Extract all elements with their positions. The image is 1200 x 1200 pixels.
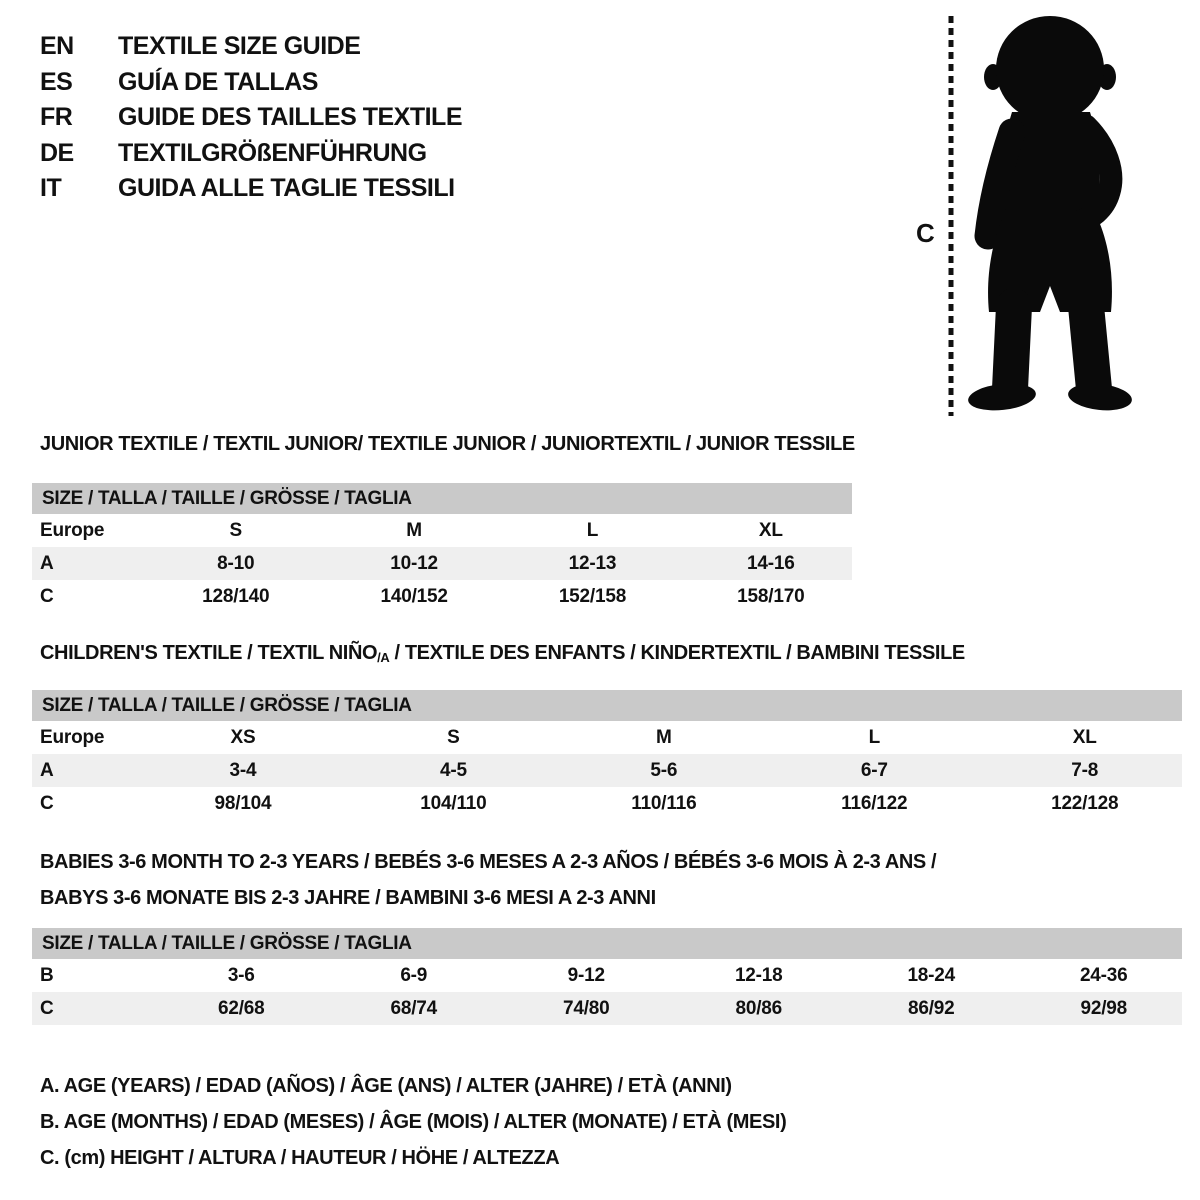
guide-title: GUIDA ALLE TAGLIE TESSILI (118, 174, 455, 202)
header-cell: XL (1072, 727, 1097, 748)
babies-size-table (32, 928, 1182, 1025)
cell: 98/104 (214, 793, 272, 814)
cell: 140/152 (380, 586, 448, 607)
language-title-block (40, 29, 462, 207)
cell: 116/122 (841, 793, 908, 814)
lang-row-de (40, 136, 462, 172)
row-label-cell: A (40, 760, 54, 781)
cell: 68/74 (390, 998, 438, 1019)
lang-code: EN (40, 32, 74, 60)
height-measure-dashed-line (948, 16, 954, 416)
cell: 74/80 (562, 998, 610, 1019)
legend-line-c: C. (cm) HEIGHT / ALTURA / HAUTEUR / HÖHE / ALTEZZA (40, 1147, 560, 1169)
row-label-cell: B (40, 965, 54, 986)
header-cell: L (586, 520, 599, 541)
header-cell: M (656, 727, 672, 748)
legend-block (40, 1068, 786, 1176)
babies-title-line1: BABIES 3-6 MONTH TO 2-3 YEARS / BEBÉS 3-6 MESES A 2-3 AÑOS / BÉBÉS 3-6 MOIS À 2-3 ANS / (40, 851, 937, 873)
children-section-title (40, 642, 965, 665)
cell: 24-36 (1079, 965, 1128, 986)
guide-title: GUÍA DE TALLAS (118, 67, 318, 96)
cell: 12-18 (734, 965, 783, 986)
cell: 62/68 (217, 998, 265, 1019)
cell: 128/140 (202, 586, 270, 607)
table-row-height (32, 992, 1182, 1025)
lang-row-it (40, 171, 462, 207)
children-title-post: / TEXTILE DES ENFANTS / KINDERTEXTIL / BAMBINI TESSILE (389, 642, 965, 664)
lang-code: FR (40, 103, 73, 131)
cell: 3-6 (227, 965, 255, 986)
table-row-age (32, 547, 852, 580)
cell: 7-8 (1071, 760, 1099, 781)
guide-title: TEXTILGRÖßENFÜHRUNG (118, 138, 427, 167)
lang-row-fr (40, 100, 462, 136)
cell: 9-12 (567, 965, 605, 986)
junior-size-table (32, 483, 852, 613)
table-row-height (32, 787, 1182, 820)
table-row-age (32, 754, 1182, 787)
row-label-cell: C (40, 586, 54, 607)
cell: 3-4 (229, 760, 257, 781)
lang-code: ES (40, 67, 73, 96)
header-cell: M (406, 520, 422, 541)
cell: 122/128 (1051, 793, 1119, 814)
table-row-months (32, 959, 1182, 992)
table-row-height (32, 580, 852, 613)
header-cell: L (868, 727, 880, 748)
table-header-row (32, 721, 1182, 754)
legend-line-a: A. AGE (YEARS) / EDAD (AÑOS) / ÂGE (ANS) / ALTER (JAHRE) / ETÀ (ANNI) (40, 1075, 732, 1097)
toddler-silhouette-icon (962, 14, 1142, 419)
header-cell: Europe (40, 520, 105, 541)
lang-row-es (40, 65, 462, 101)
cell: 92/98 (1080, 998, 1128, 1019)
children-size-table (32, 690, 1182, 820)
header-cell: Europe (40, 727, 105, 748)
row-label-cell: C (40, 998, 54, 1019)
header-cell: XL (758, 520, 783, 541)
cell: 14-16 (746, 553, 795, 574)
guide-title: TEXTILE SIZE GUIDE (118, 32, 361, 60)
cell: 110/116 (631, 793, 697, 814)
junior-section-title: JUNIOR TEXTILE / TEXTIL JUNIOR/ TEXTILE JUNIOR / JUNIORTEXTIL / JUNIOR TESSILE (40, 433, 855, 455)
legend-line-b: B. AGE (MONTHS) / EDAD (MESES) / ÂGE (MOIS) / ALTER (MONATE) / ETÀ (MESI) (40, 1111, 787, 1133)
cell: 152/158 (558, 586, 627, 607)
size-header-bar: SIZE / TALLA / TAILLE / GRÖSSE / TAGLIA (32, 690, 1182, 721)
children-title-sub: /A (377, 650, 390, 665)
size-header-bar: SIZE / TALLA / TAILLE / GRÖSSE / TAGLIA (32, 483, 852, 514)
cell: 86/92 (907, 998, 955, 1019)
children-title-pre: CHILDREN'S TEXTILE / TEXTIL NIÑO (40, 642, 378, 664)
header-cell: S (447, 727, 460, 748)
cell: 5-6 (650, 760, 678, 781)
row-label-cell: C (40, 793, 54, 814)
header-cell: S (229, 520, 242, 541)
height-measure-label: C (916, 218, 935, 248)
cell: 18-24 (907, 965, 956, 986)
babies-title-line2: BABYS 3-6 MONATE BIS 2-3 JAHRE / BAMBINI 3-6 MESI A 2-3 ANNI (40, 887, 656, 909)
cell: 6-9 (400, 965, 428, 986)
cell: 104/110 (420, 793, 487, 814)
lang-code: IT (40, 174, 62, 202)
cell: 8-10 (217, 553, 255, 574)
lang-row-en (40, 29, 462, 65)
row-label-cell: A (40, 553, 54, 574)
cell: 12-13 (568, 553, 617, 574)
cell: 4-5 (439, 760, 467, 781)
header-cell: XS (230, 727, 256, 748)
size-header-bar: SIZE / TALLA / TAILLE / GRÖSSE / TAGLIA (32, 928, 1182, 959)
lang-code: DE (40, 138, 74, 167)
cell: 10-12 (390, 553, 438, 574)
cell: 80/86 (735, 998, 783, 1019)
table-header-row (32, 514, 852, 547)
cell: 6-7 (860, 760, 888, 781)
guide-title: GUIDE DES TAILLES TEXTILE (118, 103, 463, 131)
cell: 158/170 (737, 586, 805, 607)
babies-section-title (40, 844, 936, 916)
